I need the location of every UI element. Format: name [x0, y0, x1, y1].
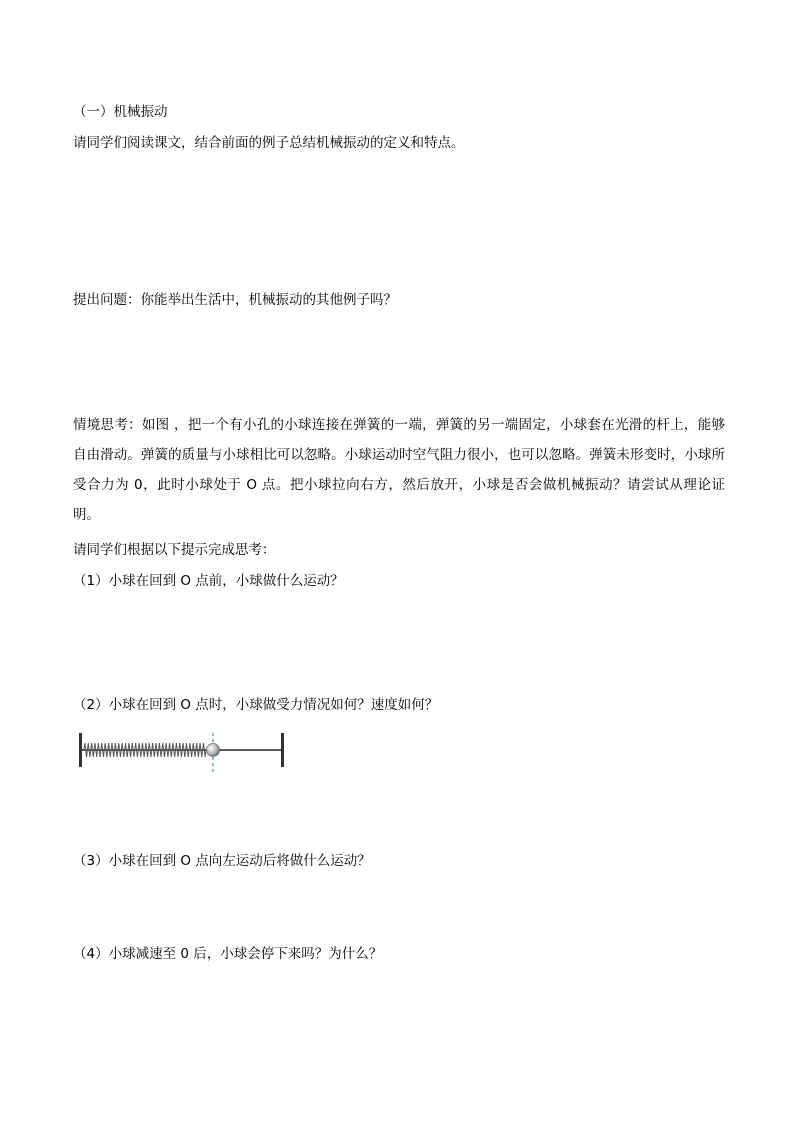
- ball: [207, 744, 220, 757]
- hints-intro: 请同学们根据以下提示完成思考：: [73, 542, 276, 558]
- section-instruction: 请同学们阅读课文，结合前面的例子总结机械振动的定义和特点。: [73, 135, 465, 151]
- spring-coil-path: [84, 743, 206, 757]
- spring: [84, 743, 206, 757]
- spring-ball-oscillator-diagram: [76, 731, 288, 775]
- hint-item-3: （3）小球在回到 O 点向左运动后将做什么运动？: [73, 853, 371, 869]
- question-prompt: 提出问题：你能举出生活中，机械振动的其他例子吗？: [73, 292, 397, 308]
- scenario-text: 情境思考：如图 ，把一个有小孔的小球连接在弹簧的一端，弹簧的另一端固定，小球套在光滑的杆上，能够自由滑动。弹簧的质量与小球相比可以忽略。小球运动时空气阻力很小，也可以忽略。弹簧未形变时，小球所受合力为 0，此时小球处于 O 点。把小球拉向右方，然后放开，小球是否会做机械振动？请尝试从理论证明。: [73, 417, 725, 523]
- hint-item-4: （4）小球减速至 0 后，小球会停下来吗？为什么？: [73, 946, 383, 962]
- fixed-wall-left: [79, 733, 82, 767]
- section-heading: （一）机械振动: [73, 104, 168, 120]
- hint-item-1: （1）小球在回到 O 点前，小球做什么运动？: [73, 573, 344, 589]
- hint-item-2: （2）小球在回到 O 点时，小球做受力情况如何？速度如何？: [73, 697, 439, 713]
- rod-end-stop: [281, 733, 284, 767]
